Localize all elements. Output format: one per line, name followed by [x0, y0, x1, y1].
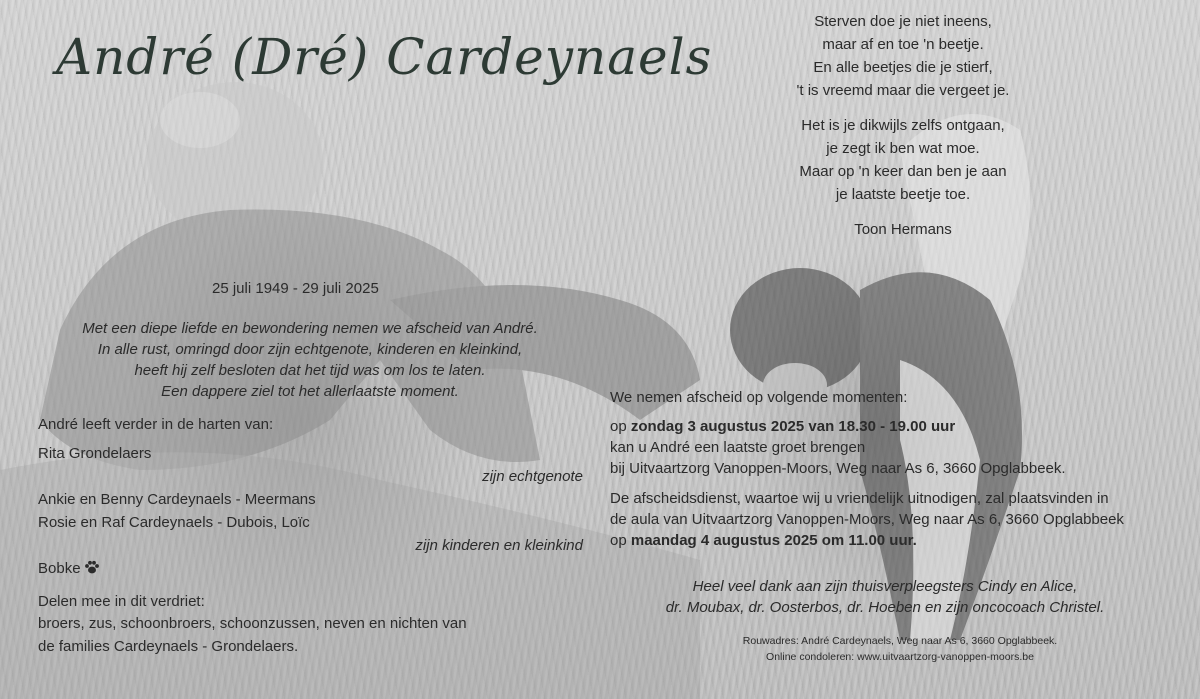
tribute-line: heeft hij zelf besloten dat het tijd was om los te laten. [134, 362, 486, 379]
poem-line: je zegt ik ben wat moe. [826, 140, 980, 157]
mourning-address: Rouwadres: André Cardeynaels, Weg naar As 6, 3660 Opglabbeek. [742, 635, 1058, 647]
pet-name: Bobke [38, 560, 81, 577]
service-prefix: op [610, 532, 631, 549]
poem-line: Maar op 'n keer dan ben je aan [799, 163, 1007, 180]
thanks-line: Heel veel dank aan zijn thuisverpleegsters Cindy en Alice, [692, 578, 1078, 595]
online-condolence: Online condoleren: www.uitvaartzorg-vanoppen-moors.be [766, 651, 1034, 663]
pet-line [38, 560, 100, 579]
poem-stanza-1 [760, 10, 1046, 102]
thanks-text [620, 576, 1150, 618]
grief-line: broers, zus, schoonbroers, schoonzussen, neven en nichten van [38, 615, 467, 632]
visit-line: kan u André een laatste groet brengen [610, 439, 866, 456]
tribute-line: Met een diepe liefde en bewondering nemen we afscheid van André. [82, 320, 538, 337]
visit-prefix: op [610, 418, 631, 435]
service-line: de aula van Uitvaartzorg Vanoppen-Moors, Weg naar As 6, 3660 Opglabbeek [610, 511, 1124, 528]
poem-line: je laatste beetje toe. [835, 186, 971, 203]
life-dates: 25 juli 1949 - 29 juli 2025 [212, 280, 379, 297]
children-relation: zijn kinderen en kleinkind [415, 537, 583, 554]
poem-line: En alle beetjes die je stierf, [813, 59, 993, 76]
visit-datetime: zondag 3 augustus 2025 van 18.30 - 19.00 uur [630, 418, 956, 435]
child-family: Ankie en Benny Cardeynaels - Meermans [38, 491, 316, 508]
moments-heading: We nemen afscheid op volgende momenten: [610, 389, 908, 406]
thanks-line: dr. Moubax, dr. Oosterbos, dr. Hoeben en zijn oncocoach Christel. [665, 599, 1105, 616]
poem-line: maar af en toe 'n beetje. [822, 36, 984, 53]
poem-stanza-2 [760, 114, 1046, 206]
deceased-name: André (Dré) Cardeynaels [56, 28, 713, 86]
poem-author: Toon Hermans [854, 221, 952, 238]
service-datetime: maandag 4 augustus 2025 om 11.00 uur. [630, 532, 917, 549]
tribute-text [40, 318, 580, 402]
visit-block [610, 416, 1190, 479]
tribute-line: In alle rust, omringd door zijn echtgenote, kinderen en kleinkind, [97, 341, 523, 358]
visit-line: bij Uitvaartzorg Vanoppen-Moors, Weg naar As 6, 3660 Opglabbeek. [610, 460, 1066, 477]
service-line: De afscheidsdienst, waartoe wij u vriendelijk uitnodigen, zal plaatsvinden in [610, 490, 1109, 507]
family-intro: André leeft verder in de harten van: [38, 416, 274, 433]
child-family: Rosie en Raf Cardeynaels - Dubois, Loïc [38, 514, 310, 531]
poem-line: Het is je dikwijls zelfs ontgaan, [801, 117, 1005, 134]
footer [700, 633, 1100, 665]
poem-line: 't is vreemd maar die vergeet je. [796, 82, 1010, 99]
grief-line: de families Cardeynaels - Grondelaers. [38, 638, 299, 655]
spouse-name: Rita Grondelaers [38, 445, 152, 462]
grief-intro: Delen mee in dit verdriet: [38, 593, 205, 610]
service-block [610, 488, 1190, 551]
poem [760, 10, 1046, 253]
paw-icon [84, 560, 100, 579]
poem-line: Sterven doe je niet ineens, [814, 13, 992, 30]
spouse-relation: zijn echtgenote [482, 468, 583, 485]
farewell-moments [610, 387, 1190, 560]
tribute-line: Een dappere ziel tot het allerlaatste moment. [161, 383, 459, 400]
